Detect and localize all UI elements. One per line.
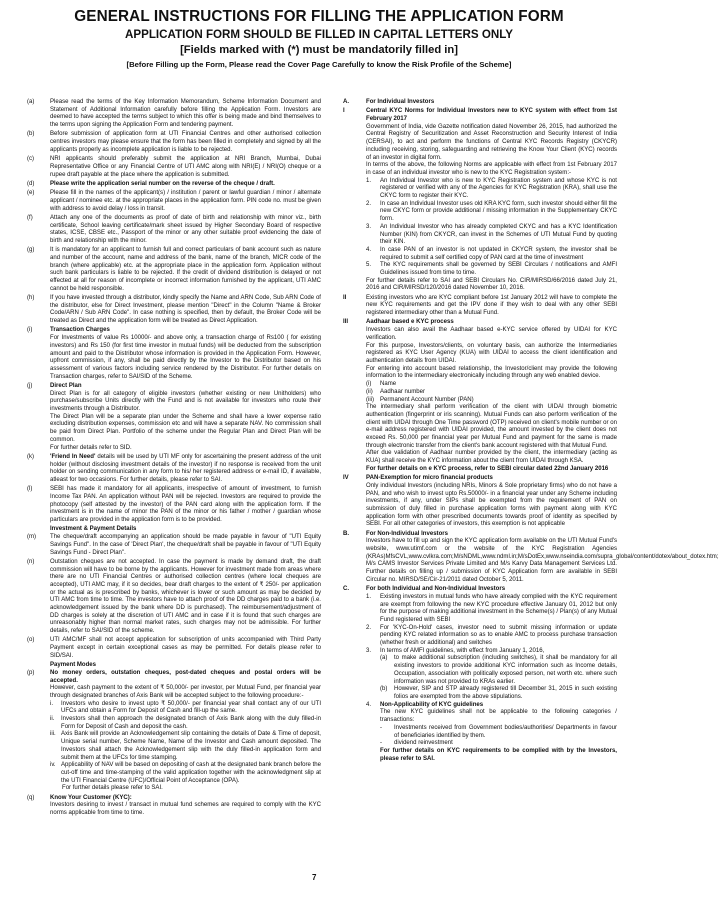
left-column [27,99,321,889]
item-text: The KYC requirements shall be governed by SEBI Circulars / notifications and AMFI Guidelines issued from time to time. [380,262,617,277]
item-label: (a) [380,655,388,662]
instruction-e [27,190,321,213]
item-label: C. [343,586,350,593]
instruction-q [27,795,321,818]
item-text: For this purpose, Investors/clients, on voluntary basis, can authorize the Intermediaries registered as KYC User Agency (KUA) with UIDAI to access the client identification and authentication details from UIDAI. [366,342,617,364]
instruction-n [27,559,321,636]
list-item [366,201,617,224]
item-label: 1. [366,177,372,184]
item-text: Please fill in the names of the applicant(s) / institution / parent or lawful guardian / minor / alternate applicant / nominee etc. at the appropriate places in the application form. PIN code no. must be given with address to avoid delay / loss in transit. [50,190,321,212]
item-text: However, SIP and STP already registered till December 31, 2015 in such existing folios are exempted from the above stipulations. [394,686,617,700]
item-label: - [380,740,383,747]
item-text: Existing investors in mutual funds who have already complied with the KYC requirement are exempt from following the new KYC procedure effective January 01, 2012 but only for the purpose of making additional investment in the Scheme(s) / Plan(s) of any Mutual Fund registered with SEBI [380,593,617,623]
item-text: Attach any one of the documents as proof of date of birth and relationship with minor viz., birth certificate, School leaving certificate/mark sheet issued by Higher Secondary Board of respective states, ICSE, CBSE etc., Passport of the minor or any other suitable proof evidencing the date of birth and relationship with the minor. [50,214,321,244]
cover-page-note: [Before Filling up the Form, Please read the Cover Page Carefully to know the Risk Profile of the Scheme] [126,60,512,69]
page-title: GENERAL INSTRUCTIONS FOR FILLING THE APPLICATION FORM [74,8,564,25]
item-label: (o) [27,637,35,644]
section-heading: Aadhaar based e KYC process [366,319,454,326]
list-item [366,247,617,262]
item-text: NRI applicants should preferably submit the application at NRI Branch, Mumbai, Dubai Representative Office or any Financial Centre of UTI AMC along with NRI(E) / NRI(O) cheque or a rupee draft payable at the place where the application is submitted. [50,156,321,178]
item-label: (b) [27,131,35,138]
list-item [366,397,617,405]
item-label: ii. [50,716,55,723]
item-text: Investments received from Government bodies/authorities/ Departments in favour of beneficiaries identified by them. [394,724,617,739]
item-text: For 'KYC-On-Hold' cases, investor need to submit missing information or update pending KYC related information so as to enable AMC to process purchase transaction (whether fresh or additional) and switches [380,624,617,647]
section-heading: Non-Applicability of KYC guidelines [380,701,484,708]
item-label: (n) [27,558,35,565]
item-label: (h) [27,295,35,302]
list-item [50,701,321,716]
item-text: Please write the application serial number on the reverse of the cheque / draft. [50,180,275,187]
item-text: In terms of the above, the following Norms are applicable with effect from 1st February 2017 in case of an individual investor who is new to the KYC Registration system:- [366,162,617,176]
section-heading: PAN-Exemption for micro financial products [366,475,493,482]
list-item [366,224,617,247]
section-heading: For both Individual and Non-Individual Investors [366,586,506,593]
item-label: 4. [366,246,372,253]
item-text: For further details on e KYC process, refer to SEBI circular dated 22nd January 2016 [366,465,609,472]
list-item [366,262,617,277]
item-text: Permanent Account Number (PAN) [380,396,474,403]
item-label: (i) [27,327,33,334]
item-text: The cheque/draft accompanying an application should be made payable in favour of "UTI Equity Savings Fund". In the case of 'Direct Plan', the cheque/draft shall be payable in favour of "UTI Equity Savings Fund - Direct Plan". [50,534,321,556]
instruction-j [27,383,321,452]
section-C [343,586,617,763]
section-heading: Central KYC Norms for Individual Investors new to KYC system with effect from 1st February 2017 [366,108,617,122]
section-heading: For Individual Investors [366,99,435,105]
item-label: III [343,319,349,326]
item-text: Applicability of NAV will be based on depositing of cash at the designated bank branch before the cut-off time and time-stamping of the valid application together with the acknowledgment slip at the UTI Financial Centre (UFC)/Official Point of Acceptance (OPA). [61,762,321,784]
item-label: II [343,294,347,301]
section-heading: Investment & Payment Details [50,526,137,533]
item-text: For further details refer to SID. [50,444,132,451]
section-heading: Transaction Charges [50,327,110,334]
item-text: Outstation cheques are not accepted. In case the payment is made by demand draft, the draft commission will have to be borne by the applicants. However for investment made from areas where there are no UTI Financial Centres or authorised collection centres (where local cheques are accepted), UTI AMC may, if it so decides, bear draft charges to the extent of ₹ 250/- per application or the actual as is prescribed by banks, whichever is lower or such amount as may be decided by UTI AMC from time to time. The investors have to attach proof of the DD charges paid to a bank (i.e. acknowledgement issued by the bank where DD is purchased). The reimbursement/adjustment of DD charges is solely at the discretion of UTI AMC and in case if it is found that such charges are unreasonably higher than normal market rates, such charges may not be admissible. For further details, refer to SAI/SID of the scheme. [50,558,321,635]
item-text: For further details please refer to SAI. [62,785,163,792]
item-text: Government of India, vide Gazette notification dated November 26, 2015, had authorized the Central Registry of Securitization and Asset Reconstruction and Security Interest of India (CERSAI), to act and perform the functions of Central KYC Records Registry (CKYCR) including receiving, storing, safeguarding and retrieving the Know Your Client (KYC) records of an investor in digital form. [366,123,617,161]
item-label: 5. [366,262,372,269]
list-item [366,702,617,764]
instruction-d [27,181,321,189]
list-item [366,381,617,389]
list-item [50,762,321,785]
item-text: SEBI has made it mandatory for all applicants, irrespective of amount of investment, to furnish Income Tax PAN. An application without PAN will be rejected. Investors are required to provide the photocopy (self attested by the investor) of the PAN card along with the application form. If the investment is in the name of minor the PAN of the minor or his father / mother / guardian whose particulars are provided in the application form is to be provided. [50,486,321,524]
item-label: (iii) [366,396,375,403]
item-label: iii. [50,731,56,738]
item-label: 4. [366,701,372,708]
item-text: It is mandatory for an applicant to furnish full and correct particulars of bank account such as nature and number of the account, name and address of the bank, name of the branch, MICR code of the branch (where applicable) etc. at the appropriate place in the application form. Application without such bank particulars is liable to be rejected. If the credit of dividend distribution is delayed or not effected at all for reason of incomplete or incorrect information furnished by the applicant, UTI AMC cannot be held responsible. [50,247,321,292]
item-label: (ii) [366,388,373,395]
list-item [380,686,617,701]
item-text: Investors shall then approach the designated branch of Axis Bank along with the duly filled-in Form for Deposit of Cash and deposit the cash. [61,716,321,730]
item-label: 2. [366,200,372,207]
list-item [366,178,617,201]
item-label: IV [343,475,349,482]
item-text: Aadhaar number [380,388,426,395]
item-text: For entering into account based relationship, the Investor/client may provide the following information to the intermediary electronically including through any web enabled device. [366,365,617,380]
instruction-p [27,670,321,793]
item-text: In case PAN of an investor is not updated in CKYCR system, the investor shall be required to submit a self certified copy of PAN card at the time of investment [380,246,617,261]
item-text: If you have invested through a distributor, kindly specify the Name and ARN Code, Sub ARN Code of the distributor, else for Direct Investment, please mention "Direct" in the Column "Name & Broker Code/ARN / Sub ARN Code". In case nothing is specified, then by default, the Broker Code will be treated as Direct and the application form will be treated as Direct Application. [50,295,321,325]
item-text: UTI AMC/MF shall not accept application for subscription of units accompanied with Third Party Payment except in certain exceptional cases as may be permitted. For details please refer to SID/SAI. [50,637,321,659]
item-label: - [380,724,383,731]
item-label: (a) [27,99,35,105]
section-II [343,295,617,318]
page-number: 7 [312,873,317,882]
instruction-l [27,486,321,525]
item-label: B. [343,530,350,537]
item-label: I [343,108,345,115]
instruction-h [27,295,321,326]
list-item [366,648,617,702]
section-heading: No money orders, outstation cheques, post-dated cheques and postal orders will be accepted. [50,669,321,684]
item-label: (d) [27,180,35,187]
list-item [50,716,321,731]
item-text: The intermediary shall perform verification of the client with UIDAI through biometric authentication (fingerprint or iris scanning). Mutual Funds can also perform verification of the client with UIDAI through One Time password (OTP) received on client's mobile number or on e-mail address registered with UIDAI provided, the amount invested by the client does not exceed Rs. 50,000 per financial year per Mutual Fund and payment for the same is made through electronic transfer from the client's bank account registered with that Mutual Fund. [366,404,617,449]
list-item [50,731,321,762]
item-text: For Investments of value Rs 10000/- and above only, a transaction charge of Rs100 ( for existing investors) and Rs 150 (for first time investor in mutual funds) will be deducted from the subscription amount and paid to the Distributor whose information is provided in the Application Form. However, upfront commission, if any, shall be paid directly by the Investor to the Distributor based on his assessment of various factors including service rendered by the Distributor. For further details on Transaction charges, refer to SAI/SID of the Scheme. [50,335,321,380]
item-text: to make additional subscription (including switches), it shall be mandatory for all existing investors to provide additional KYC information such as Income details, Occupation, association with politically exposed person, net worth etc. where such information was not provided to KRAs earlier. [394,655,617,685]
item-text: Only individual Investors (including NRIs, Minors & Sole proprietary firms) who do not have a PAN, and who wish to invest upto Rs.50000/- in a financial year under any Scheme including investments, if any, under SIPs shall be exempted from the requirement of PAN on submission of duly filled in purchase application forms with payment along with KYC application form with other prescribed documents towards proof of identity as specified by SEBI. For all other categories of investors, this exemption is not applicable [366,482,617,528]
item-text: An Individual Investor who has already completed CKYC and has a KYC Identification Number (KIN) from CKYCR, can invest in the Schemes of UTI Mutual Fund by quoting their KIN. [380,223,617,246]
item-text: Before submission of application form at UTI Financial Centres and other authorised collection centres investors may please ensure that the form has been filled in completely and signed by all the applicants properly as incomplete application is liable to be rejected. [50,131,321,153]
item-label: (c) [27,156,35,163]
item-label: 1. [366,593,372,600]
section-IV [343,475,617,529]
item-text: Investors can also avail the Aadhaar based e-KYC service offered by UIDAI for KYC verification. [366,327,617,341]
item-text: The new KYC guidelines shall not be applicable to the following categories / transactions: [380,709,617,724]
item-text: dividend reinvestment [394,740,453,747]
instruction-o [27,637,321,660]
item-label: (e) [27,190,35,197]
item-label: (q) [27,794,35,801]
instruction-k [27,454,321,485]
item-label: 3. [366,647,372,654]
item-text: Investors desiring to invest / transact in mutual fund schemes are required to comply with the KYC norms applicable from time to time. [50,802,321,817]
item-text: Please read the terms of the Key Information Memorandum, Scheme Information Document and Statement of Additional Information carefully before filling the Application Form. Investors are deemed to have accepted the terms subject to which this offer is being made and bind themselves to the terms upon signing the Application Form and tendering payment. [50,99,321,129]
inline-text: details will be used by UTI MF only for ascertaining the present address of the unit holder (without disclosing investment details of the investor) if no response is received from the unit holder on sending communication in any form to his/ her registered address or e-mail ID, if available, atleast for two occasions. For further details, please refer to SAI. [50,453,321,483]
instruction-c [27,156,321,179]
list-item [366,594,617,625]
item-label: (b) [380,686,388,693]
item-label: 2. [366,624,372,631]
mandatory-fields-note: [Fields marked with (*) must be mandatorily filled in] [180,44,458,56]
instruction-b [27,131,321,154]
item-label: (f) [27,214,33,221]
section-B [343,530,719,585]
item-label: (k) [27,453,35,460]
item-label: A. [343,99,350,105]
list-item [366,389,617,397]
instruction-g [27,247,321,293]
item-text: In terms of AMFI guidelines, with effect from January 1, 2016, [380,647,545,654]
capital-letters-note: APPLICATION FORM SHOULD BE FILLED IN CAPITAL LETTERS ONLY [125,28,513,41]
item-text: For further details on KYC requirements to be complied with by the Investors, please refer to SAI. [380,747,617,762]
item-text: An Individual Investor who is new to KYC Registration system and whose KYC is not registered or verified with any of the Agencies for KYC Registration (KRA), shall use the CKYC form to register their KYC. [380,177,617,200]
item-label: 3. [366,223,372,230]
item-label: i. [50,700,54,707]
list-item [366,625,617,648]
item-label: (m) [27,534,37,541]
instruction-a [27,99,321,130]
list-item [380,740,617,748]
item-text [50,454,321,485]
list-item [380,655,617,686]
item-text: The Direct Plan will be a separate plan under the Scheme and shall have a lower expense ratio excluding distribution expenses, commission etc and will have a separate NAV. No commission shall be paid from Direct Plan. Portfolio of the scheme under the Regular Plan and Direct Plan will be common. [50,413,321,443]
item-text: For further details refer to SAI and SEBI Circulars No. CIR/MIRSD/66/2016 dated July 21, 2016 and CIR/MIRSD/120/2016 dated November 10, 2016. [366,277,617,292]
item-text: Axis Bank will provide an Acknowledgement slip containing the details of Date & Time of deposit, Unique serial number, Scheme Name, Name of the Investor and Cash amount deposited. The Investors shall attach the Acknowledgement slip with the duly filled-in application form and submit them at the UFCs for time stamping. [61,731,321,761]
section-heading: Direct Plan [50,382,82,389]
item-label: (j) [27,382,33,389]
instruction-m [27,534,321,557]
item-text: Name [380,381,397,388]
item-text: However, cash payment to the extent of ₹ 50,000/- per investor, per Mutual Fund, per financial year through designated branches of Axis Bank will be accepted subject to the following procedure:- [50,685,321,699]
item-text: In case an Individual Investor uses old KRA KYC form, such investor should either fill the new CKYC form or provide additional / missing information in the Supplementary CKYC form. [380,200,617,223]
section-heading: Know Your Customer (KYC): [50,794,132,801]
item-label: (g) [27,247,35,254]
item-text: Investors who desire to invest upto ₹ 50,000/- per financial year shall contact any of our UTI UFCs and obtain a Form for Deposit of Cash and fill-up the same. [61,700,321,715]
instruction-f [27,215,321,246]
item-label: (p) [27,669,35,676]
item-text: Direct Plan is for all category of eligible investors (whether existing or new Unitholders) who purchase/subscribe Units directly with the Fund and is not available for investors who route their investments through a Distributor. [50,390,321,413]
right-column [343,99,719,889]
instruction-i [27,327,321,381]
item-text: Investors have to fill up and sign the KYC application form available on the UTI Mutual Fund's website, www.utimf.com or the website of the KYC Registration Agencies (KRAs)MfsCVL,www.cvlkra.com;M/sNDML,www.ndml.in;M/sDotEx,www.nseindia.com/supra_global/content/dotex/about_dotex.htm; M/s CAMS Investor Services Private Limited and M/s Karvy Data Management Services Ltd. Further details on filling up / submission of KYC Application form are available in SEBI Circular no. MIRSD/SE/Cir-21/2011 dated October 5, 2011. [366,538,719,583]
item-text: After due validation of Aadhaar number provided by the client, the intermediary (acting as KUA) shall receive the KYC information about the client from UIDAI through KSA. [366,450,617,465]
section-I [343,108,617,293]
item-text: Existing investors who are KYC compliant before 1st January 2012 will have to complete the new KYC requirements and get the IPV done if they wish to deal with any other SEBI registered intermediary other than a Mutual Fund. [366,294,617,317]
section-A [343,99,617,107]
item-label: (i) [366,381,372,388]
item-label: (l) [27,486,33,493]
section-heading: For Non-Individual Investors [366,530,448,537]
item-label: iv. [50,762,56,769]
section-heading: Payment Modes [50,662,97,669]
section-III [343,319,617,473]
inline-heading: 'Friend In Need' [50,453,96,460]
list-item [380,725,617,740]
